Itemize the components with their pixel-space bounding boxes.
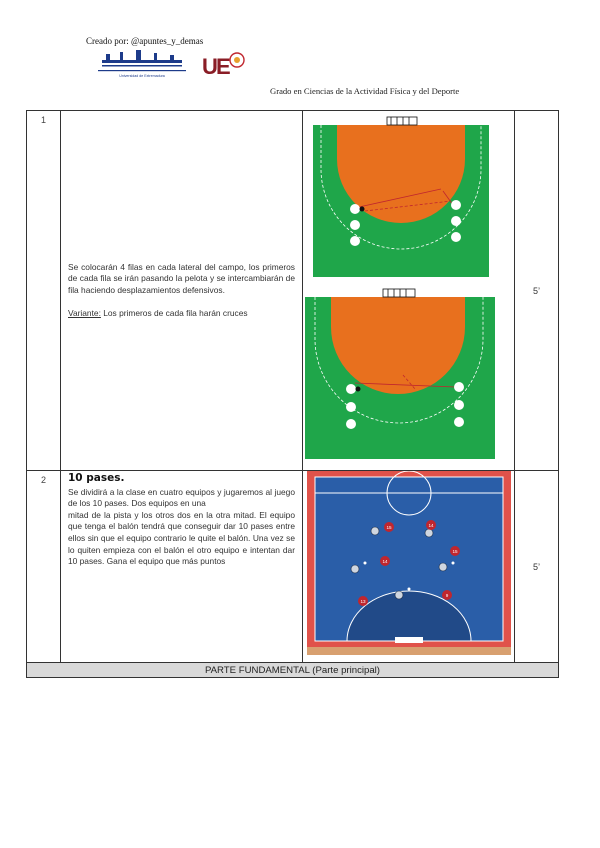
player-grey	[425, 529, 433, 537]
university-logo	[96, 50, 188, 80]
player-number: 14	[428, 523, 434, 528]
player-number: 9	[445, 593, 449, 598]
section-label: PARTE FUNDAMENTAL (Parte principal)	[27, 663, 559, 678]
player-number: 13	[360, 599, 366, 604]
degree-title: Grado en Ciencias de la Actividad Física y del Deporte	[270, 86, 460, 96]
exercise-description-cell	[61, 471, 303, 663]
exercise-title: 10 pases.	[68, 472, 125, 484]
exercise-number: 1	[27, 111, 61, 471]
exercise-variant	[68, 308, 295, 320]
exercise-description-2: mitad de la pista y los otros dos en la otra mitad. El equipo que tenga el balón tendrá que conseguir dar 10 pases entre ellos sin que el equipo contrario le quite el balón. Una vez se lo quiten empieza con el balón el otro equipo e intentan dar 10 pases. Gana el equipo que más puntos	[68, 509, 295, 567]
ue-logo	[200, 48, 246, 80]
player-number: 15	[386, 525, 392, 530]
svg-text:E: E	[216, 54, 231, 79]
exercise-time: 5’	[515, 111, 559, 471]
player-number: 14	[382, 559, 388, 564]
player-number: 15	[452, 549, 458, 554]
player-grey	[439, 563, 447, 571]
exercise-description-cell	[61, 111, 303, 471]
diagram-cell	[303, 111, 515, 471]
handball-field-diagram-2	[305, 289, 495, 459]
variant-text: Los primeros de cada fila harán cruces	[100, 307, 248, 318]
exercise-number: 2	[27, 471, 61, 663]
player-grey	[371, 527, 379, 535]
svg-text:Universidad de Extremadura: Universidad de Extremadura	[119, 74, 165, 78]
exercise-row-1	[27, 111, 559, 471]
futsal-court-diagram	[303, 471, 515, 657]
variant-label: Variante:	[68, 307, 101, 318]
player-grey	[351, 565, 359, 573]
handball-drills-diagram	[303, 111, 515, 465]
exercise-time: 5’	[515, 471, 559, 663]
exercise-description: Se colocarán 4 filas en cada lateral del campo, los primeros de cada fila se irán pasando la pelota y se intercambiarán de fila haciendo desplazamientos defensivos.	[68, 261, 295, 295]
diagram-cell	[303, 471, 515, 663]
exercise-row-2	[27, 471, 559, 663]
handball-field-diagram-1	[313, 117, 489, 277]
exercise-description-1: Se dividirá a la clase en cuatro equipos y jugaremos al juego de los 10 pases. Dos equipos en una	[68, 486, 295, 509]
author-credit: Creado por: @apuntes_y_demas	[86, 36, 204, 46]
svg-text:U: U	[202, 54, 218, 79]
session-plan-table	[26, 110, 559, 678]
player-grey	[395, 591, 403, 599]
section-footer-row	[27, 663, 559, 678]
